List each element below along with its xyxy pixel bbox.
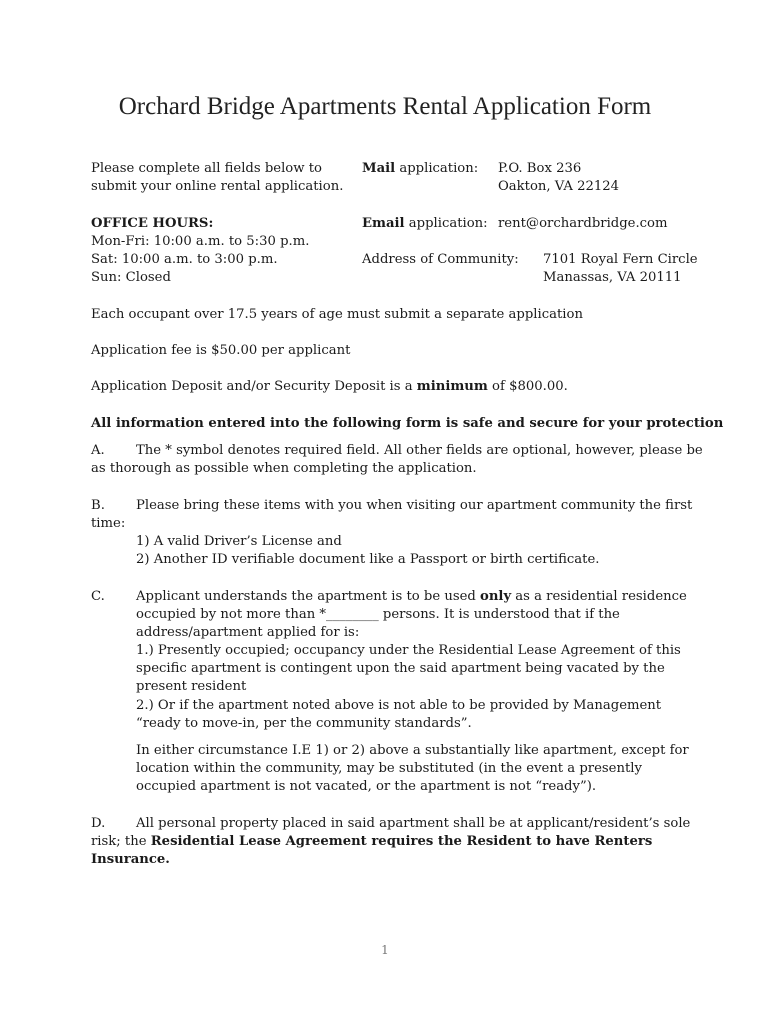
section-c-line-1-post: as a residential residence [511,589,687,604]
email-label [362,215,488,233]
section-b-line-2: time: [91,516,126,531]
section-b-item-2: 2) Another ID verifiable document like a Passport or birth certificate. [136,552,600,567]
mail-address-line-2: Oakton, VA 22124 [498,179,620,194]
office-hours-sunday: Sun: Closed [91,270,171,285]
section-d-line-3: Insurance. [91,852,170,867]
section-b-letter: B. [91,498,105,513]
section-b-item-1: 1) A valid Driver’s License and [136,534,342,549]
email-label-bold: Email [362,216,405,231]
section-c-line-1 [136,588,687,606]
section-c-line-1-bold: only [480,589,512,604]
section-c-line-11: occupied apartment is not vacated, or the apartment is not “ready”). [136,779,597,794]
section-c-line-5: specific apartment is contingent upon the said apartment being vacated by the [136,661,665,676]
page-number: 1 [381,943,389,957]
section-c-line-4: 1.) Presently occupied; occupancy under the Residential Lease Agreement of this [136,643,681,658]
fee-note: Application fee is $50.00 per applicant [91,343,351,358]
occupant-note: Each occupant over 17.5 years of age must submit a separate application [91,307,583,322]
office-hours-saturday: Sat: 10:00 a.m. to 3:00 p.m. [91,252,278,267]
section-d-letter: D. [91,816,106,831]
deposit-note-bold: minimum [416,379,488,394]
office-hours-weekday: Mon-Fri: 10:00 a.m. to 5:30 p.m. [91,234,310,249]
section-d-line-2-bold: Residential Lease Agreement requires the Resident to have Renters [150,834,653,849]
section-b-line-1: Please bring these items with you when visiting our apartment community the first [136,498,693,513]
section-c-line-9: In either circumstance I.E 1) or 2) above a substantially like apartment, except for [136,743,689,758]
security-note: All information entered into the following form is safe and secure for your protection [91,416,724,431]
mail-label-bold: Mail [362,161,396,176]
email-address: rent@orchardbridge.com [498,216,668,231]
page-title: Orchard Bridge Apartments Rental Application Form [118,93,652,120]
section-c-line-6: present resident [136,679,247,694]
section-a-letter: A. [91,443,105,458]
section-c-line-10: location within the community, may be substituted (in the event a presently [136,761,642,776]
mail-label [362,160,478,178]
section-d-line-2-pre: risk; the [91,834,151,849]
deposit-note-pre: Application Deposit and/or Security Deposit is a [91,379,417,394]
section-c-line-2: occupied by not more than *________ persons. It is understood that if the [136,607,620,622]
intro-line-2: submit your online rental application. [91,179,344,194]
email-label-rest: application: [404,216,488,231]
mail-address-line-1: P.O. Box 236 [498,161,582,176]
section-a-line-2: as thorough as possible when completing the application. [91,461,477,476]
intro-line-1: Please complete all fields below to [91,161,322,176]
deposit-note-post: of $800.00. [487,379,568,394]
community-address-line-1: 7101 Royal Fern Circle [543,252,698,267]
section-c-line-8: “ready to move-in, per the community standards”. [136,716,472,731]
community-label: Address of Community: [362,252,519,267]
section-d-line-2 [91,833,652,851]
section-c-letter: C. [91,589,105,604]
section-c-line-1-pre: Applicant understands the apartment is to be used [136,589,481,604]
community-address-line-2: Manassas, VA 20111 [543,270,682,285]
section-c-line-3: address/apartment applied for is: [136,625,360,640]
section-c-line-7: 2.) Or if the apartment noted above is not able to be provided by Management [136,698,662,713]
section-d-line-1: All personal property placed in said apartment shall be at applicant/resident’s sole [136,816,691,831]
office-hours-heading: OFFICE HOURS: [91,216,214,231]
mail-label-rest: application: [395,161,479,176]
section-a-line-1: The * symbol denotes required field. All other fields are optional, however, please be [136,443,703,458]
deposit-note [91,378,568,396]
